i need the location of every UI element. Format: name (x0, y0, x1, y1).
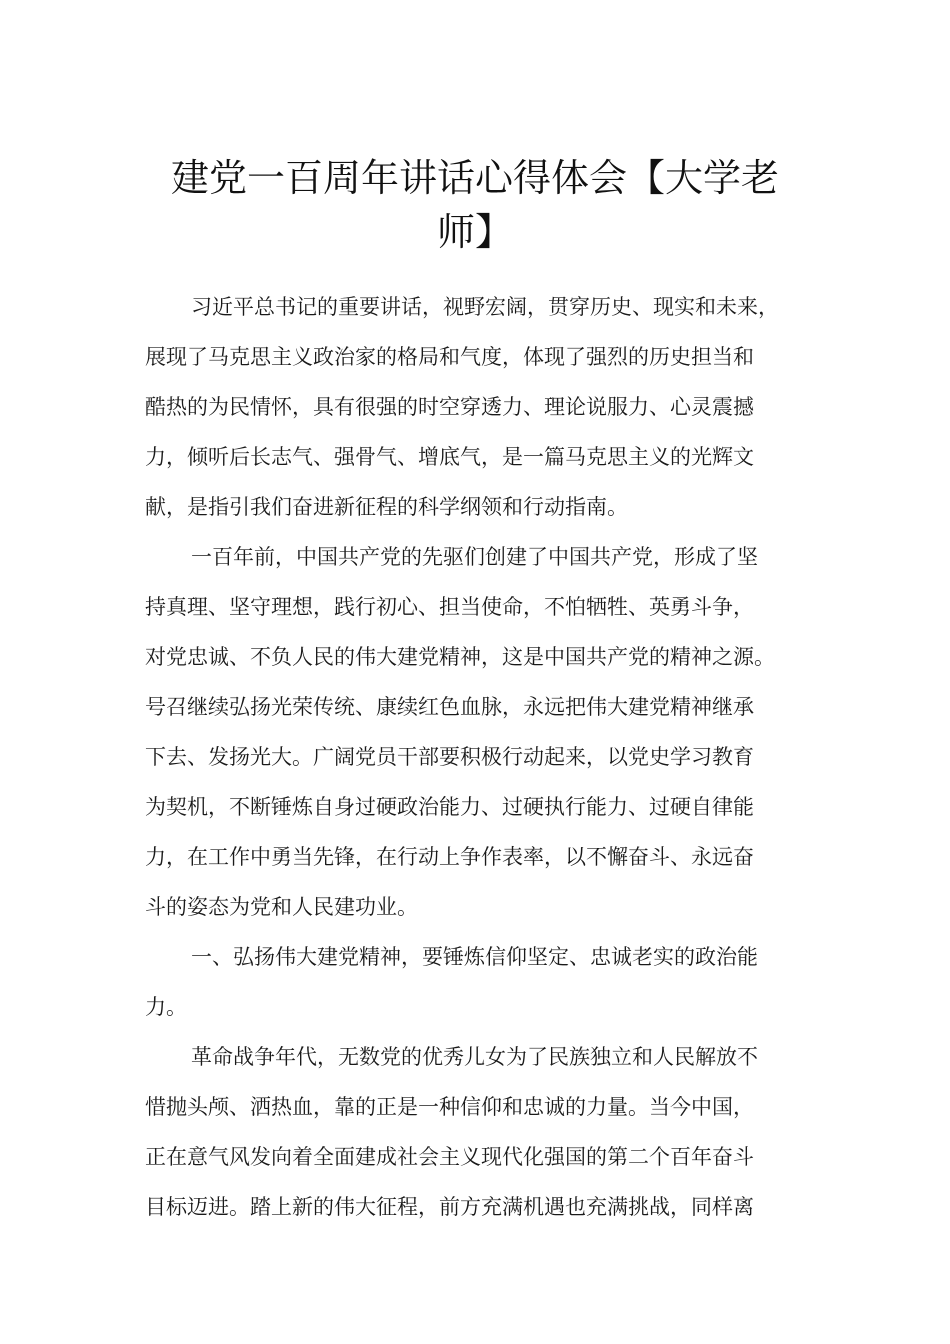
section-heading-1 (145, 932, 817, 1032)
paragraph-line: 展现了马克思主义政治家的格局和气度，体现了强烈的历史担当和 (145, 345, 754, 369)
paragraph-line: 号召继续弘扬光荣传统、康续红色血脉，永远把伟大建党精神继承 (145, 695, 754, 719)
paragraph-line: 目标迈进。踏上新的伟大征程，前方充满机遇也充满挑战，同样离 (145, 1195, 754, 1219)
paragraph-1 (145, 282, 817, 532)
title-line-1: 建党一百周年讲话心得体会【大学老 (170, 156, 779, 201)
section-heading-line: 一、弘扬伟大建党精神，要锤炼信仰坚定、忠诚老实的政治能 (191, 945, 758, 969)
paragraph-line: 持真理、坚守理想，践行初心、担当使命，不怕牺牲、英勇斗争， (145, 595, 754, 619)
paragraph-line: 习近平总书记的重要讲话，视野宏阔，贯穿历史、现实和未来， (191, 295, 779, 319)
paragraph-2 (145, 532, 817, 932)
document-title (0, 151, 950, 259)
paragraph-line: 对党忠诚、不负人民的伟大建党精神，这是中国共产党的精神之源。 (145, 645, 775, 669)
paragraph-3 (145, 1032, 817, 1232)
paragraph-line: 一百年前，中国共产党的先驱们创建了中国共产党，形成了坚 (191, 545, 758, 569)
paragraph-line: 正在意气风发向着全面建成社会主义现代化强国的第二个百年奋斗 (145, 1145, 754, 1169)
paragraph-line: 革命战争年代，无数党的优秀儿女为了民族独立和人民解放不 (191, 1045, 758, 1069)
paragraph-line: 斗的姿态为党和人民建功业。 (145, 895, 418, 919)
paragraph-line: 下去、发扬光大。广阔党员干部要积极行动起来，以党史学习教育 (145, 745, 754, 769)
paragraph-line: 为契机，不断锤炼自身过硬政治能力、过硬执行能力、过硬自律能 (145, 795, 754, 819)
paragraph-line: 献，是指引我们奋进新征程的科学纲领和行动指南。 (145, 495, 628, 519)
title-line-2: 师】 (436, 210, 513, 255)
paragraph-line: 惜抛头颅、洒热血，靠的正是一种信仰和忠诚的力量。当今中国， (145, 1095, 754, 1119)
paragraph-line: 力，倾听后长志气、强骨气、增底气，是一篇马克思主义的光辉文 (145, 445, 754, 469)
section-heading-line: 力。 (145, 995, 187, 1019)
paragraph-line: 力，在工作中勇当先锋，在行动上争作表率，以不懈奋斗、永远奋 (145, 845, 754, 869)
paragraph-line: 酷热的为民情怀，具有很强的时空穿透力、理论说服力、心灵震撼 (145, 395, 754, 419)
document-body (145, 282, 817, 1232)
